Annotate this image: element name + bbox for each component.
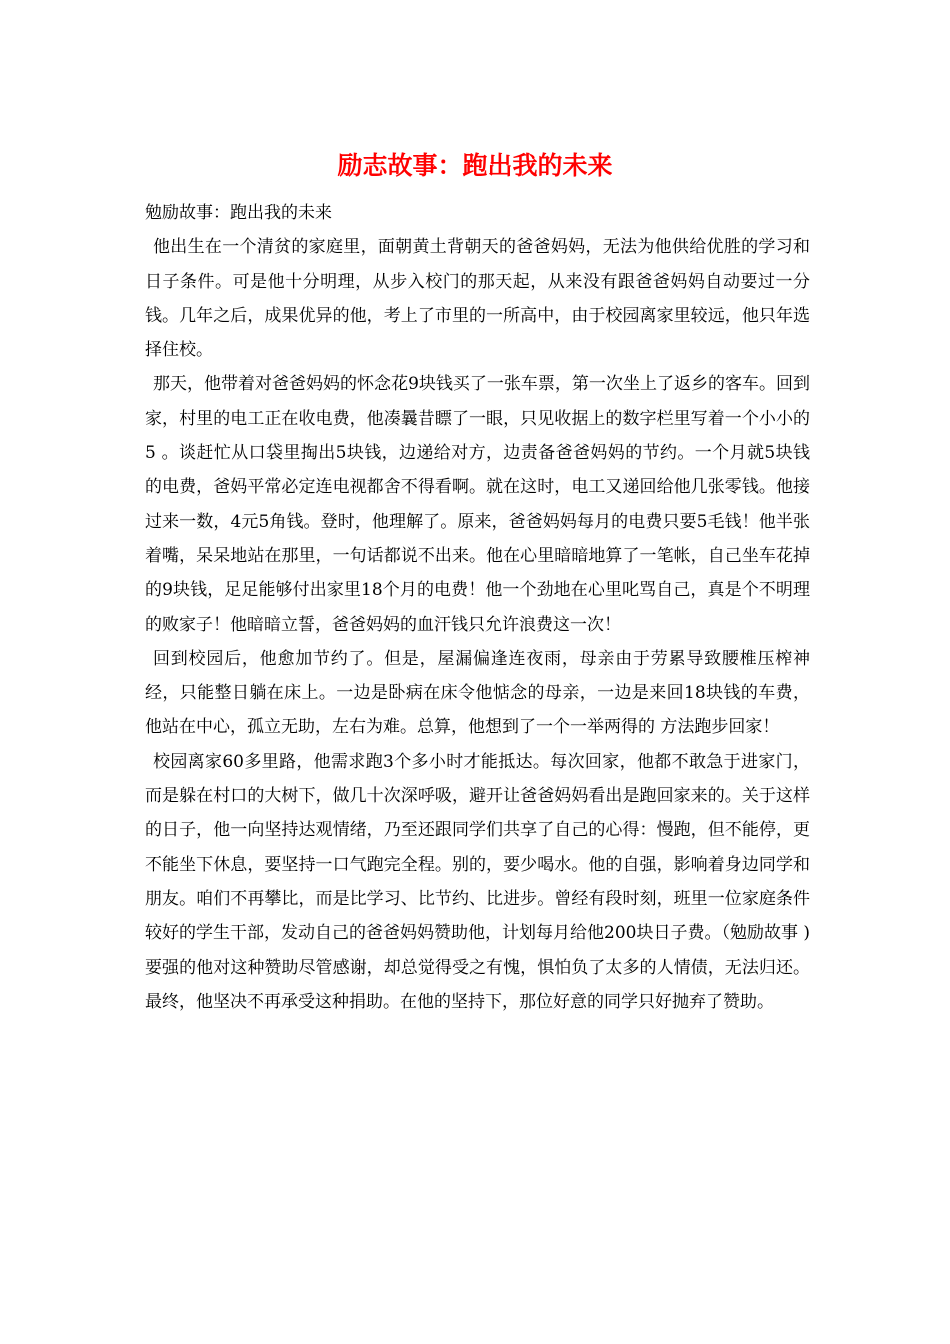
document-body: [145, 196, 810, 1019]
paragraph-3: 回到校园后，他愈加节约了。但是，屋漏偏逢连夜雨，母亲由于劳累导致腰椎压榨神经，只能整日躺在床上。一边是卧病在床令他惦念的母亲，一边是来回18块钱的车费，他站在中心，孤立无助，左右为难。总算，他想到了一个一举两得的 方法跑步回家！: [145, 648, 810, 738]
paragraph-4: 校园离家60多里路，他需求跑3个多小时才能抵达。每次回家，他都不敢急于进家门，而是躲在村口的大树下，做几十次深呼吸，避开让爸爸妈妈看出是跑回家来的。关于这样的日子，他一向坚持达观情绪，乃至还跟同学们共享了自己的心得：慢跑，但不能停，更不能坐下休息，要坚持一口气跑完全程。别的，要少喝水。他的自强，影响着身边同学和朋友。咱们不再攀比，而是比学习、比节约、比进步。曾经有段时刻，班里一位家庭条件较好的学生干部，发动自己的爸爸妈妈赞助他，计划每月给他200块日子费。（勉励故事 )要强的他对这种赞助尽管感谢，却总觉得受之有愧，惧怕负了太多的人情债，无法归还。最终，他坚决不再承受这种捐助。在他的坚持下，那位好意的同学只好抛弃了赞助。: [145, 751, 810, 1012]
document-title: 励志故事：跑出我的未来: [337, 151, 613, 180]
document-subtitle: 勉励故事：跑出我的未来: [145, 203, 332, 223]
paragraph-1: 他出生在一个清贫的家庭里，面朝黄土背朝天的爸爸妈妈，无法为他供给优胜的学习和日子条件。可是他十分明理，从步入校门的那天起，从来没有跟爸爸妈妈自动要过一分钱。几年之后，成果优异的他，考上了市里的一所高中，由于校园离家里较远，他只年选择住校。: [145, 237, 810, 361]
paragraph-2: 那天，他带着对爸爸妈妈的怀念花9块钱买了一张车票，第一次坐上了返乡的客车。回到家，村里的电工正在收电费，他凑曩昔瞟了一眼，只见收据上的数字栏里写着一个小小的 5 。谈赶忙从口袋里掏出5块钱，边递给对方，边责备爸爸妈妈的节约。一个月就5块钱的电费，爸妈平常必定连电视都舍不得看啊。就在这时，电工又递回给他几张零钱。他接过来一数，4元5角钱。登时，他理解了。原来，爸爸妈妈每月的电费只要5毛钱！他半张着嘴，呆呆地站在那里，一句话都说不出来。他在心里暗暗地算了一笔帐，自己坐车花掉的9块钱，足足能够付出家里18个月的电费！他一个劲地在心里叱骂自己，真是个不明理的败家子！他暗暗立誓，爸爸妈妈的血汗钱只允许浪费这一次！: [145, 374, 810, 635]
